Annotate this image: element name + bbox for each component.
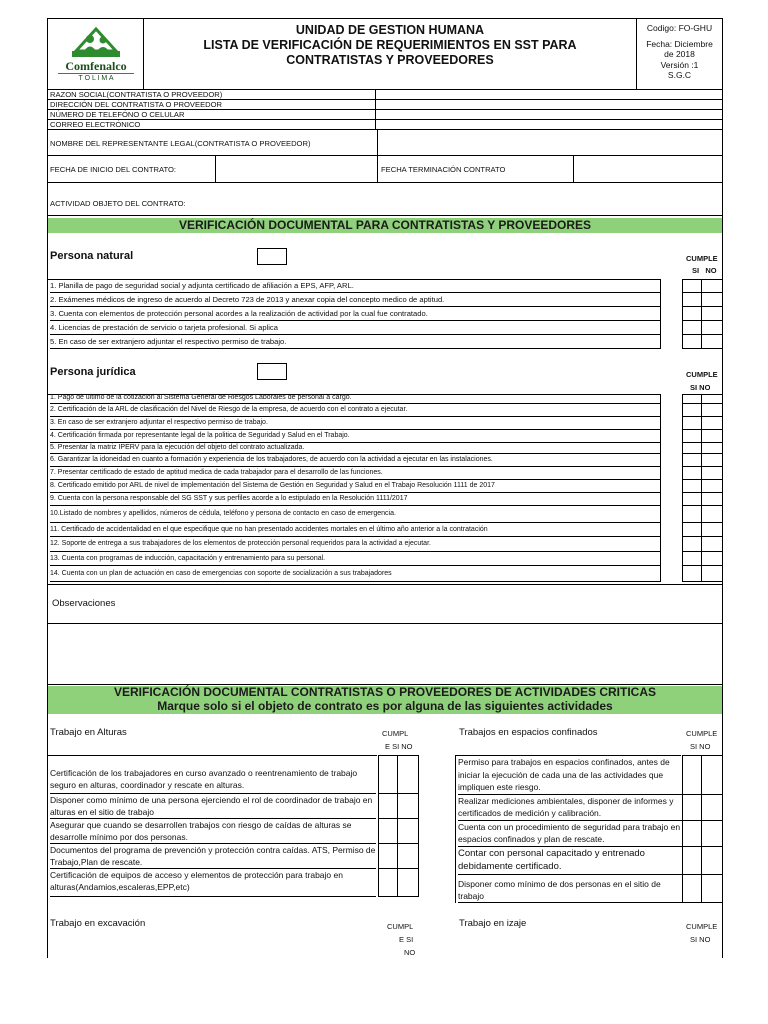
confinados-item-5: Disponer como mínimo de dos personas en el sitio de trabajo: [458, 875, 682, 903]
alturas-item-3: Asegurar que cuando se desarrollen trabajos con riesgo de caídas de alturas se desarrolle mínimo por dos personas.: [50, 819, 376, 844]
page-right-border: [722, 216, 723, 958]
representante-field[interactable]: [378, 130, 722, 156]
juridica-item-5: 5. Presentar la matriz IPERV para la ejecución del objeto del contrato actualizada.: [50, 443, 660, 454]
correo-field[interactable]: [378, 120, 722, 130]
alturas-item-5: Certificación de equipos de acceso y elementos de protección para trabajo en alturas(Andamios,escaleras,EPP,etc): [50, 869, 376, 897]
title-line-2: LISTA DE VERIFICACIÓN DE REQUERIMIENTOS EN SST PARA: [203, 38, 577, 52]
juridica-si-no-label: SI NO: [690, 383, 711, 392]
juridica-item-14: 14. Cuenta con un plan de actuación en caso de emergencias con soporte de socialización a sus trabajadores: [50, 566, 660, 582]
logo-box: [48, 19, 144, 89]
confinados-title: Trabajos en espacios confinados: [459, 727, 598, 738]
correo-label: CORREO ELECTRÓNICO: [50, 120, 376, 130]
alturas-item-2: Disponer como mínimo de una persona ejerciendo el rol de coordinador de trabajo en alturas en el sitio de trabajo: [50, 794, 376, 819]
juridica-item-12: 12. Soporte de entrega a sus trabajadores de los elementos de protección personal requeridos para la actividad a ejecutar.: [50, 537, 660, 552]
alturas-item-1: Certificación de los trabajadores en curso avanzado o reentrenamiento de trabajo seguro en alturas, coordinador y rescate en alturas.: [50, 767, 376, 794]
natural-si-no-label: SI NO: [692, 266, 717, 275]
natural-item-1: 1. Planilla de pago de seguridad social y adjunta certificado de afiliación a EPS, AFP, ARL.: [50, 279, 660, 293]
natural-item-2: 2. Exámenes médicos de ingreso de acuerdo al Decreto 723 de 2013 y anexar copia del concepto medico de aptitud.: [50, 293, 660, 307]
juridica-item-13: 13. Cuenta con programas de inducción, capacitación y entrenamiento para su personal.: [50, 552, 660, 566]
actividad-field[interactable]: [248, 183, 722, 214]
juridica-item-4: 4. Certificación firmada por representante legal de la politica de Seguridad y Salud en el Trabajo.: [50, 430, 660, 443]
izaje-sino-label: SI NO: [690, 935, 711, 944]
alturas-esino-label: E SI NO: [385, 742, 413, 751]
title-line-3: CONTRATISTAS Y PROVEEDORES: [286, 53, 494, 67]
section2-banner-line2: Marque solo si el objeto de contrato es por alguna de las siguientes actividades: [157, 699, 613, 713]
juridica-item-6: 6. Garantizar la idoneidad en cuanto a formación y experiencia de los trabajadores, de acuerdo con la actividad a ejecutar en las instalaciones.: [50, 454, 660, 467]
contractor-info-table: [47, 90, 723, 216]
confinados-item-1: Permiso para trabajos en espacios confinados, antes de iniciar la ejecución de cada una de las actividades que impliquen este riesgo.: [458, 755, 682, 795]
direccion-field[interactable]: [378, 100, 722, 110]
telefono-label: NÚMERO DE TELEFÓNO O CELULAR: [50, 110, 376, 120]
confinados-item-2: Realizar mediciones ambientales, disponer de informes y certificados de medición y calibración.: [458, 795, 682, 821]
fecha-inicio-label: FECHA DE INICIO DEL CONTRATO:: [50, 165, 177, 174]
doc-date-2: de 2018: [664, 49, 695, 59]
juridica-item-1: 1. Pago de último de la cotización al Sistema General de Riesgos Laborales de personal a cargo.: [50, 394, 660, 404]
juridica-item-11: 11. Certificado de accidentalidad en el que especifique que no han presentado accidentes mortales en el último año anterior a la contratación: [50, 523, 660, 537]
excavacion-cumpl-label: CUMPL: [387, 922, 414, 931]
natural-item-5: 5. En caso de ser extranjero adjuntar el respectivo permiso de trabajo.: [50, 335, 660, 349]
persona-juridica-title: Persona jurídica: [50, 366, 136, 378]
izaje-cumple-label: CUMPLE: [686, 922, 718, 931]
header-meta: [636, 19, 722, 89]
fecha-terminacion-label: FECHA TERMINACIÓN CONTRATO: [381, 165, 506, 174]
persona-natural-checkbox[interactable]: [257, 248, 287, 265]
fecha-inicio-field[interactable]: [215, 156, 378, 183]
observaciones-box[interactable]: [47, 584, 723, 685]
header-title: [144, 23, 636, 68]
doc-code: Codigo: FO-GHU: [646, 23, 713, 33]
juridica-checklist: [47, 394, 723, 582]
confinados-item-3: Cuenta con un procedimiento de seguridad para trabajo en espacios confinados y plan de rescate.: [458, 821, 682, 847]
direccion-label: DIRECCIÓN DEL CONTRATISTA O PROVEEDOR: [50, 100, 376, 110]
telefono-field[interactable]: [378, 110, 722, 120]
doc-version: Versión :1: [660, 59, 699, 70]
document-header: [47, 18, 723, 90]
juridica-item-3: 3. En caso de ser extranjero adjuntar el respectivo permiso de trabajo.: [50, 417, 660, 430]
alturas-item-4: Documentos del programa de prevención y protección contra caídas. ATS, Permiso de Trabajo,Plan de rescate.: [50, 845, 376, 867]
izaje-title: Trabajo en izaje: [459, 918, 527, 929]
juridica-cumple-label: CUMPLE: [686, 370, 718, 379]
persona-natural-title: Persona natural: [50, 250, 134, 262]
persona-juridica-checkbox[interactable]: [257, 363, 287, 380]
alturas-checklist: [47, 755, 419, 903]
confinados-item-4: Contar con personal capacitado y entrenado debidamente certificado.: [458, 847, 682, 875]
confinados-cumple-label: CUMPLE: [686, 729, 718, 738]
observaciones-label: Observaciones: [52, 598, 116, 609]
page-left-border: [47, 216, 48, 958]
razon-social-label: RAZON SOCIAL(CONTRATISTA O PROVEEDOR): [50, 90, 376, 100]
juridica-item-8: 8. Certificado emitido por ARL de nivel de implementación del Sistema de Gestión en Seguridad y Salud en el Trabajo Resolución 1111 de 2017: [50, 480, 660, 493]
section1-banner: [47, 218, 723, 233]
doc-date-1: Fecha: Diciembre: [646, 38, 713, 49]
doc-sgc: S.G.C: [667, 70, 692, 80]
excavacion-esi-label: E SI: [399, 935, 414, 944]
razon-social-field[interactable]: [378, 90, 722, 100]
alturas-cumpl-label: CUMPL: [382, 729, 409, 738]
logo-region: T O L I M A: [78, 75, 114, 82]
excavacion-title: Trabajo en excavación: [50, 918, 146, 929]
confinados-sino-label: SI NO: [690, 742, 711, 751]
natural-item-4: 4. Licencias de prestación de servicio o tarjeta profesional. Si aplica: [50, 321, 660, 335]
confinados-checklist: [455, 755, 723, 903]
natural-checklist: [47, 279, 723, 349]
logo-name: Comfenalco: [65, 59, 127, 73]
juridica-item-10: 10.Listado de nombres y apellidos, números de cédula, teléfono y persona de contacto en caso de emergencia.: [50, 506, 660, 523]
comfenalco-logo-icon: [66, 23, 126, 61]
natural-item-3: 3. Cuenta con elementos de protección personal acordes a la realización de actividad por la cual fue contratado.: [50, 307, 660, 321]
section2-banner-line1: VERIFICACIÓN DOCUMENTAL CONTRATISTAS O PROVEEDORES DE ACTIVIDADES CRITICAS: [113, 685, 657, 699]
section2-banner: [47, 686, 723, 714]
excavacion-no-label: NO: [404, 948, 416, 957]
actividad-label: ACTIVIDAD OBJETO DEL CONTRATO:: [50, 199, 186, 208]
title-line-1: UNIDAD DE GESTION HUMANA: [295, 23, 485, 37]
section1-banner-text: VERIFICACIÓN DOCUMENTAL PARA CONTRATISTAS Y PROVEEDORES: [178, 218, 592, 232]
juridica-item-2: 2. Certificación de la ARL de clasificación del Nivel de Riesgo de la empresa, de acuerdo con el contrato a ejecutar.: [50, 404, 660, 417]
juridica-item-7: 7. Presentar certificado de estado de aptitud medica de cada trabajador para el desarrollo de las funciones.: [50, 467, 660, 480]
juridica-item-9: 9. Cuenta con la persona responsable del SG SST y sus perfiles acorde a lo estipulado en la Resolución 1111/2017: [50, 493, 660, 506]
fecha-terminacion-field[interactable]: [573, 156, 722, 183]
alturas-title: Trabajo en Alturas: [50, 727, 127, 738]
representante-label: NOMBRE DEL REPRESENTANTE LEGAL(CONTRATISTA O PROVEEDOR): [50, 139, 311, 148]
natural-cumple-label: CUMPLE: [686, 254, 718, 263]
